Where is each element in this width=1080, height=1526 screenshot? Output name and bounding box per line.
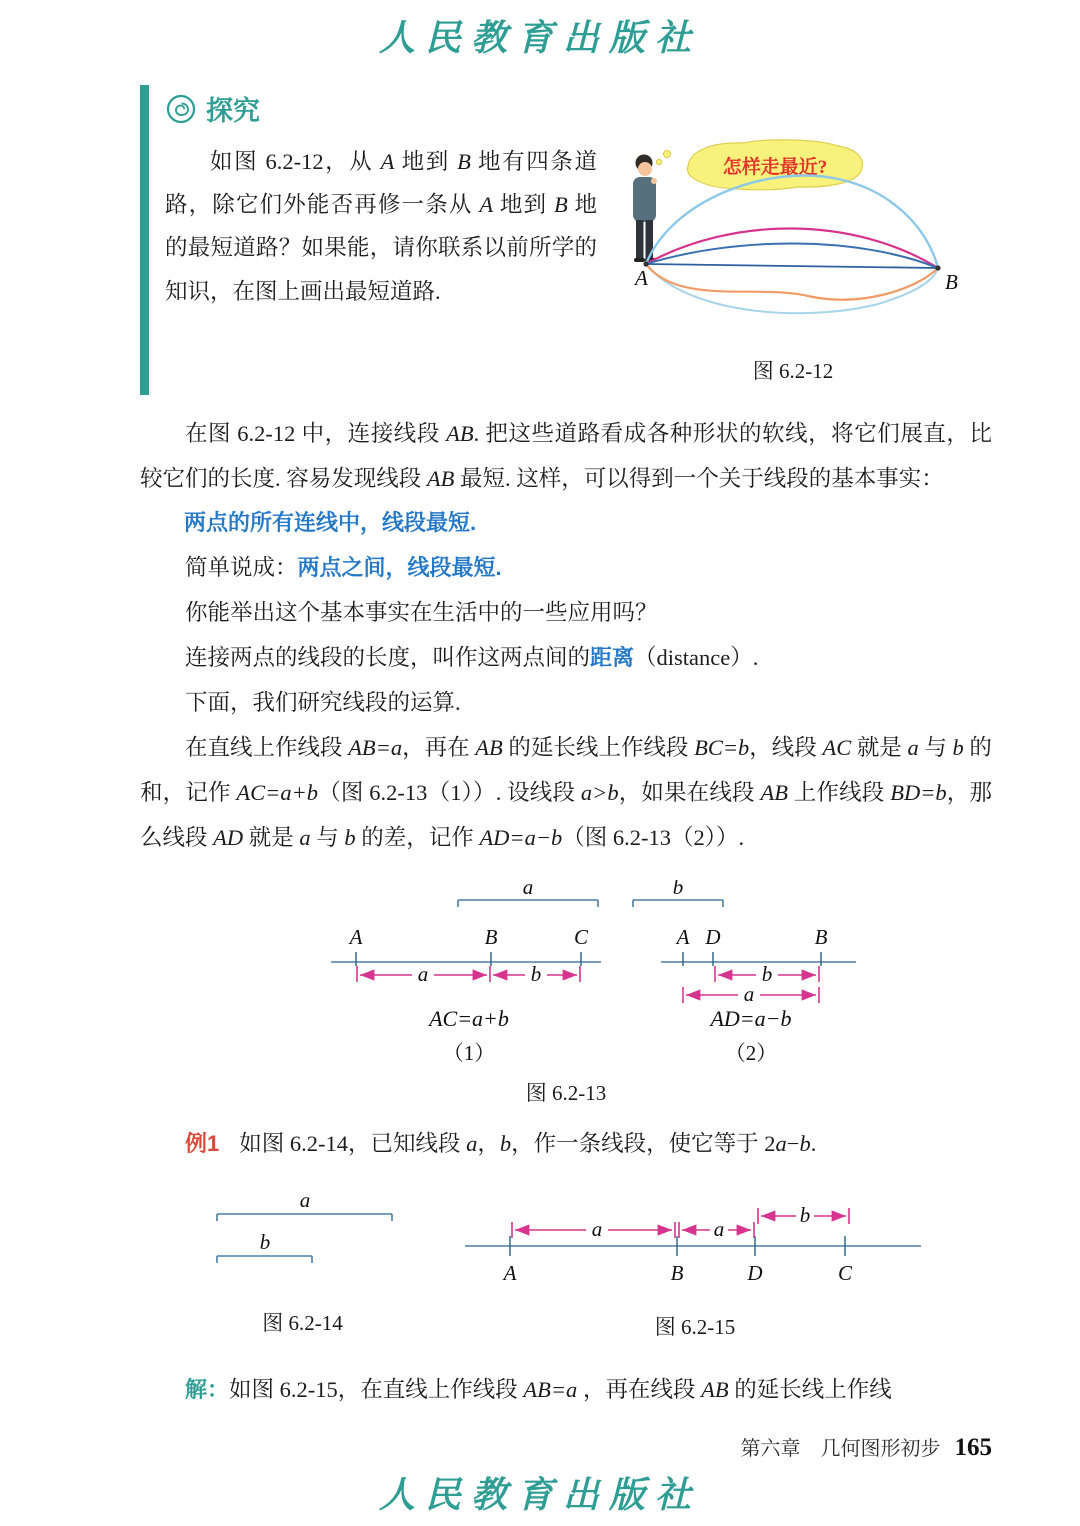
arrow-b-label: b (799, 1204, 811, 1227)
diff-arrow-a-label: a (743, 982, 755, 1006)
explore-header (165, 89, 968, 128)
paragraph-application-question: 你能举出这个基本事实在生活中的一些应用吗？ (185, 600, 658, 625)
given-segments-diagram (215, 1192, 465, 1292)
publisher-watermark-top: 人民教育出版社 (378, 18, 701, 58)
example-1 (140, 1121, 992, 1166)
construction-point-A: A (503, 1261, 517, 1285)
length-brackets (458, 900, 723, 907)
person-illustration (633, 155, 657, 263)
page-number: 165 (954, 1434, 992, 1461)
figure-6-2-13-caption: 图 6.2-13 (525, 1081, 607, 1105)
diff-number: （2） (724, 1041, 778, 1065)
paragraph-basic-fact-intro: 在图 6.2-12 中，连接线段 AB. 把这些道路看成各种形状的软线，将它们展直，比较它们的长度. 容易发现线段 AB 最短. 这样，可以得到一个关于线段的基本事实： (140, 421, 992, 491)
solution-text: 如图 6.2-15，在直线上作线段 AB=a ，再在线段 AB 的延长线上作线 (229, 1377, 892, 1402)
point-a-label: A (635, 266, 648, 290)
diff-point-A: A (676, 925, 690, 949)
figure-6-2-12 (618, 136, 968, 385)
paragraph-distance-definition: 连接两点的线段的长度，叫作这两点间的距离（distance）. (185, 645, 759, 670)
construction-point-B: B (670, 1261, 684, 1285)
diff-formula: AD=a−b (710, 1006, 792, 1031)
construction-point-D: D (747, 1261, 763, 1285)
paragraph-segment-operations: 在直线上作线段 AB=a，再在 AB 的延长线上作线段 BC=b，线段 AC 就是 a 与 b 的和，记作 AC=a+b（图 6.2-13（1））. 设线段 a>b，如果在线段 AB 上作线段 BD=b，那么线段 AD 就是 a 与 b 的差，记作 AD=a−b（图 6.2-13（2））. (140, 735, 992, 850)
arrow-a2-label: a (713, 1217, 725, 1241)
example-1-text: 如图 6.2-14，已知线段 a，b，作一条线段，使它等于 2a−b. (239, 1131, 817, 1156)
page-footer (741, 1432, 993, 1462)
main-text (140, 411, 992, 1412)
point-b (935, 265, 940, 270)
figure-6-2-13 (216, 880, 916, 1107)
segment-a-label: a (299, 1192, 311, 1212)
point-b-label: B (945, 270, 958, 294)
paragraph-simplified-fact: 简单说成：两点之间，线段最短. (185, 555, 502, 580)
sum-point-B: B (484, 925, 498, 949)
publisher-watermark-bottom: 人民教育出版社 (378, 1475, 701, 1515)
fact-statement: 两点的所有连线中，线段最短. (184, 510, 477, 535)
figure-6-2-14 (215, 1192, 465, 1341)
thought-bubble (656, 140, 862, 190)
sum-arrow-a-label: a (417, 962, 429, 986)
segment-sum-difference-diagram (216, 880, 916, 1068)
route-curves (646, 176, 938, 314)
sum-arrow-b-label: b (530, 962, 542, 986)
diagram-sum (331, 925, 601, 1065)
explore-spiral-icon (165, 93, 197, 125)
sum-point-C: C (573, 925, 589, 949)
diff-arrow-b-label: b (761, 962, 773, 986)
explore-paragraph: 如图 6.2-12，从 A 地到 B 地有四条道路，除它们外能否再修一条从 A 地到 B 地的最短道路？如果能，请你联系以前所学的知识，在图上画出最短道路. (165, 149, 597, 304)
thought-bubble-text: 怎样走最近? (722, 157, 828, 178)
bracket-a-label: a (522, 880, 534, 899)
figure-6-2-15-caption: 图 6.2-15 (654, 1315, 736, 1339)
explore-body (165, 136, 968, 385)
segment-b-label: b (259, 1230, 271, 1254)
figure-6-2-15 (465, 1192, 925, 1341)
sum-number: （1） (442, 1041, 496, 1065)
sum-formula: AC=a+b (429, 1006, 509, 1031)
diff-point-D: D (705, 925, 721, 949)
solution-paragraph (140, 1367, 992, 1412)
example-1-label: 例1 (185, 1131, 220, 1156)
construction-point-C: C (837, 1261, 853, 1285)
construction-diagram (465, 1204, 925, 1292)
figure-6-2-12-caption: 图 6.2-12 (752, 359, 834, 383)
explore-title: 探究 (206, 96, 260, 126)
chapter-title: 第六章 几何图形初步 (740, 1438, 941, 1460)
route-illustration (618, 136, 968, 346)
bracket-b-label: b (672, 880, 684, 899)
arrow-a1-label: a (591, 1217, 603, 1241)
explore-section (140, 85, 968, 395)
diff-point-B: B (814, 925, 828, 949)
figure-6-2-14-caption: 图 6.2-14 (262, 1311, 343, 1335)
paragraph-operations-intro: 下面，我们研究线段的运算. (185, 690, 461, 715)
solution-label: 解： (185, 1377, 230, 1402)
figure-row (215, 1192, 992, 1341)
diagram-difference (661, 925, 856, 1065)
sum-point-A: A (349, 925, 363, 949)
